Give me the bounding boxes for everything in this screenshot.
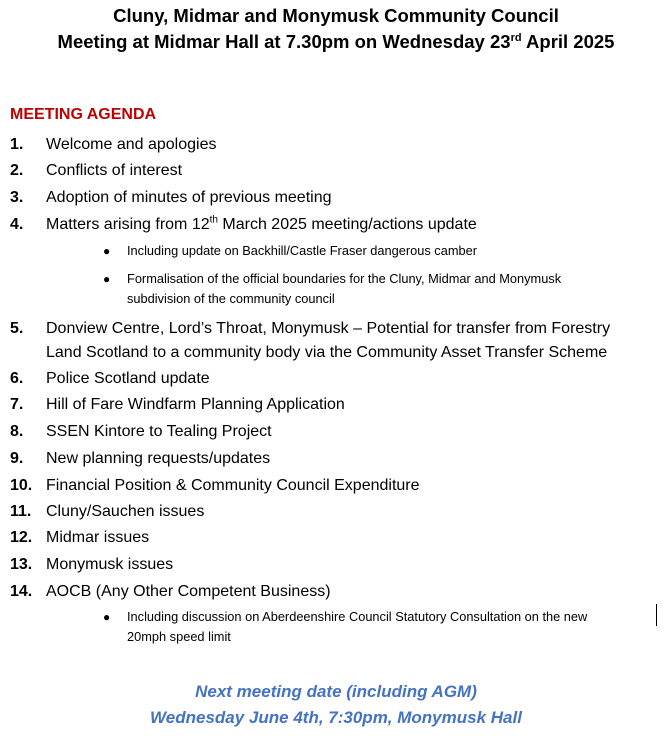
bullet-text: Including discussion on Aberdeenshire Council Statutory Consultation on the new [127, 609, 588, 624]
agenda-heading: MEETING AGENDA [10, 106, 157, 123]
meeting-title-main: Meeting at Midmar Hall at 7.30pm on Wednesday 23 [57, 31, 511, 52]
item-text: Donview Centre, Lord’s Throat, Monymusk – Potential for transfer from Forestry [46, 320, 611, 337]
item-number: 4. [10, 216, 24, 233]
next-meeting-heading: Next meeting date (including AGM) [195, 682, 477, 701]
bullet-text: Formalisation of the official boundaries for the Cluny, Midmar and Monymusk [127, 271, 562, 286]
item-text: Financial Position & Community Council Expenditure [46, 477, 420, 494]
item-text-end: March 2025 meeting/actions update [217, 216, 477, 233]
item-text: SSEN Kintore to Tealing Project [46, 423, 272, 440]
item-text: Adoption of minutes of previous meeting [46, 189, 332, 206]
item-text: Monymusk issues [46, 556, 174, 573]
bullet-icon: ● [103, 610, 111, 624]
item-text: Conflicts of interest [46, 162, 183, 179]
item-text: Welcome and apologies [46, 136, 217, 153]
item-number: 13. [10, 556, 33, 573]
item-number: 11. [10, 503, 32, 520]
bullet-text-cont: 20mph speed limit [127, 629, 231, 644]
text-cursor-bar [656, 604, 657, 626]
item-number: 5. [10, 320, 24, 337]
item-number: 12. [10, 529, 33, 546]
item-number: 7. [10, 396, 24, 413]
meeting-title-end: April 2025 [521, 31, 615, 52]
item-text: AOCB (Any Other Competent Business) [46, 583, 331, 600]
council-title: Cluny, Midmar and Monymusk Community Council [113, 5, 559, 26]
item-text: Midmar issues [46, 529, 150, 546]
item-text-cont: Land Scotland to a community body via the Community Asset Transfer Scheme [46, 344, 608, 361]
bullet-text: Including update on Backhill/Castle Fraser dangerous camber [127, 243, 477, 258]
item-number: 6. [10, 370, 24, 387]
item-text [46, 213, 666, 237]
bullet-icon: ● [103, 272, 111, 286]
item-number: 3. [10, 189, 24, 206]
bullet-icon: ● [103, 244, 111, 258]
item-number: 8. [10, 423, 24, 440]
item-text: Hill of Fare Windfarm Planning Application [46, 396, 345, 413]
meeting-title [0, 30, 672, 54]
item-number: 1. [10, 136, 24, 153]
item-text: Police Scotland update [46, 370, 210, 387]
bullet-text-cont: subdivision of the community council [127, 291, 335, 306]
item-text-main: Matters arising from 12 [46, 216, 210, 233]
item-number: 10. [10, 477, 33, 494]
item-number: 2. [10, 162, 24, 179]
meeting-date-suffix: rd [510, 31, 522, 44]
item-text: New planning requests/updates [46, 450, 271, 467]
item-text: Cluny/Sauchen issues [46, 503, 205, 520]
item-number: 14. [10, 583, 33, 600]
date-suffix: th [209, 214, 218, 226]
item-number: 9. [10, 450, 24, 467]
next-meeting-details: Wednesday June 4th, 7:30pm, Monymusk Hall [150, 708, 522, 727]
